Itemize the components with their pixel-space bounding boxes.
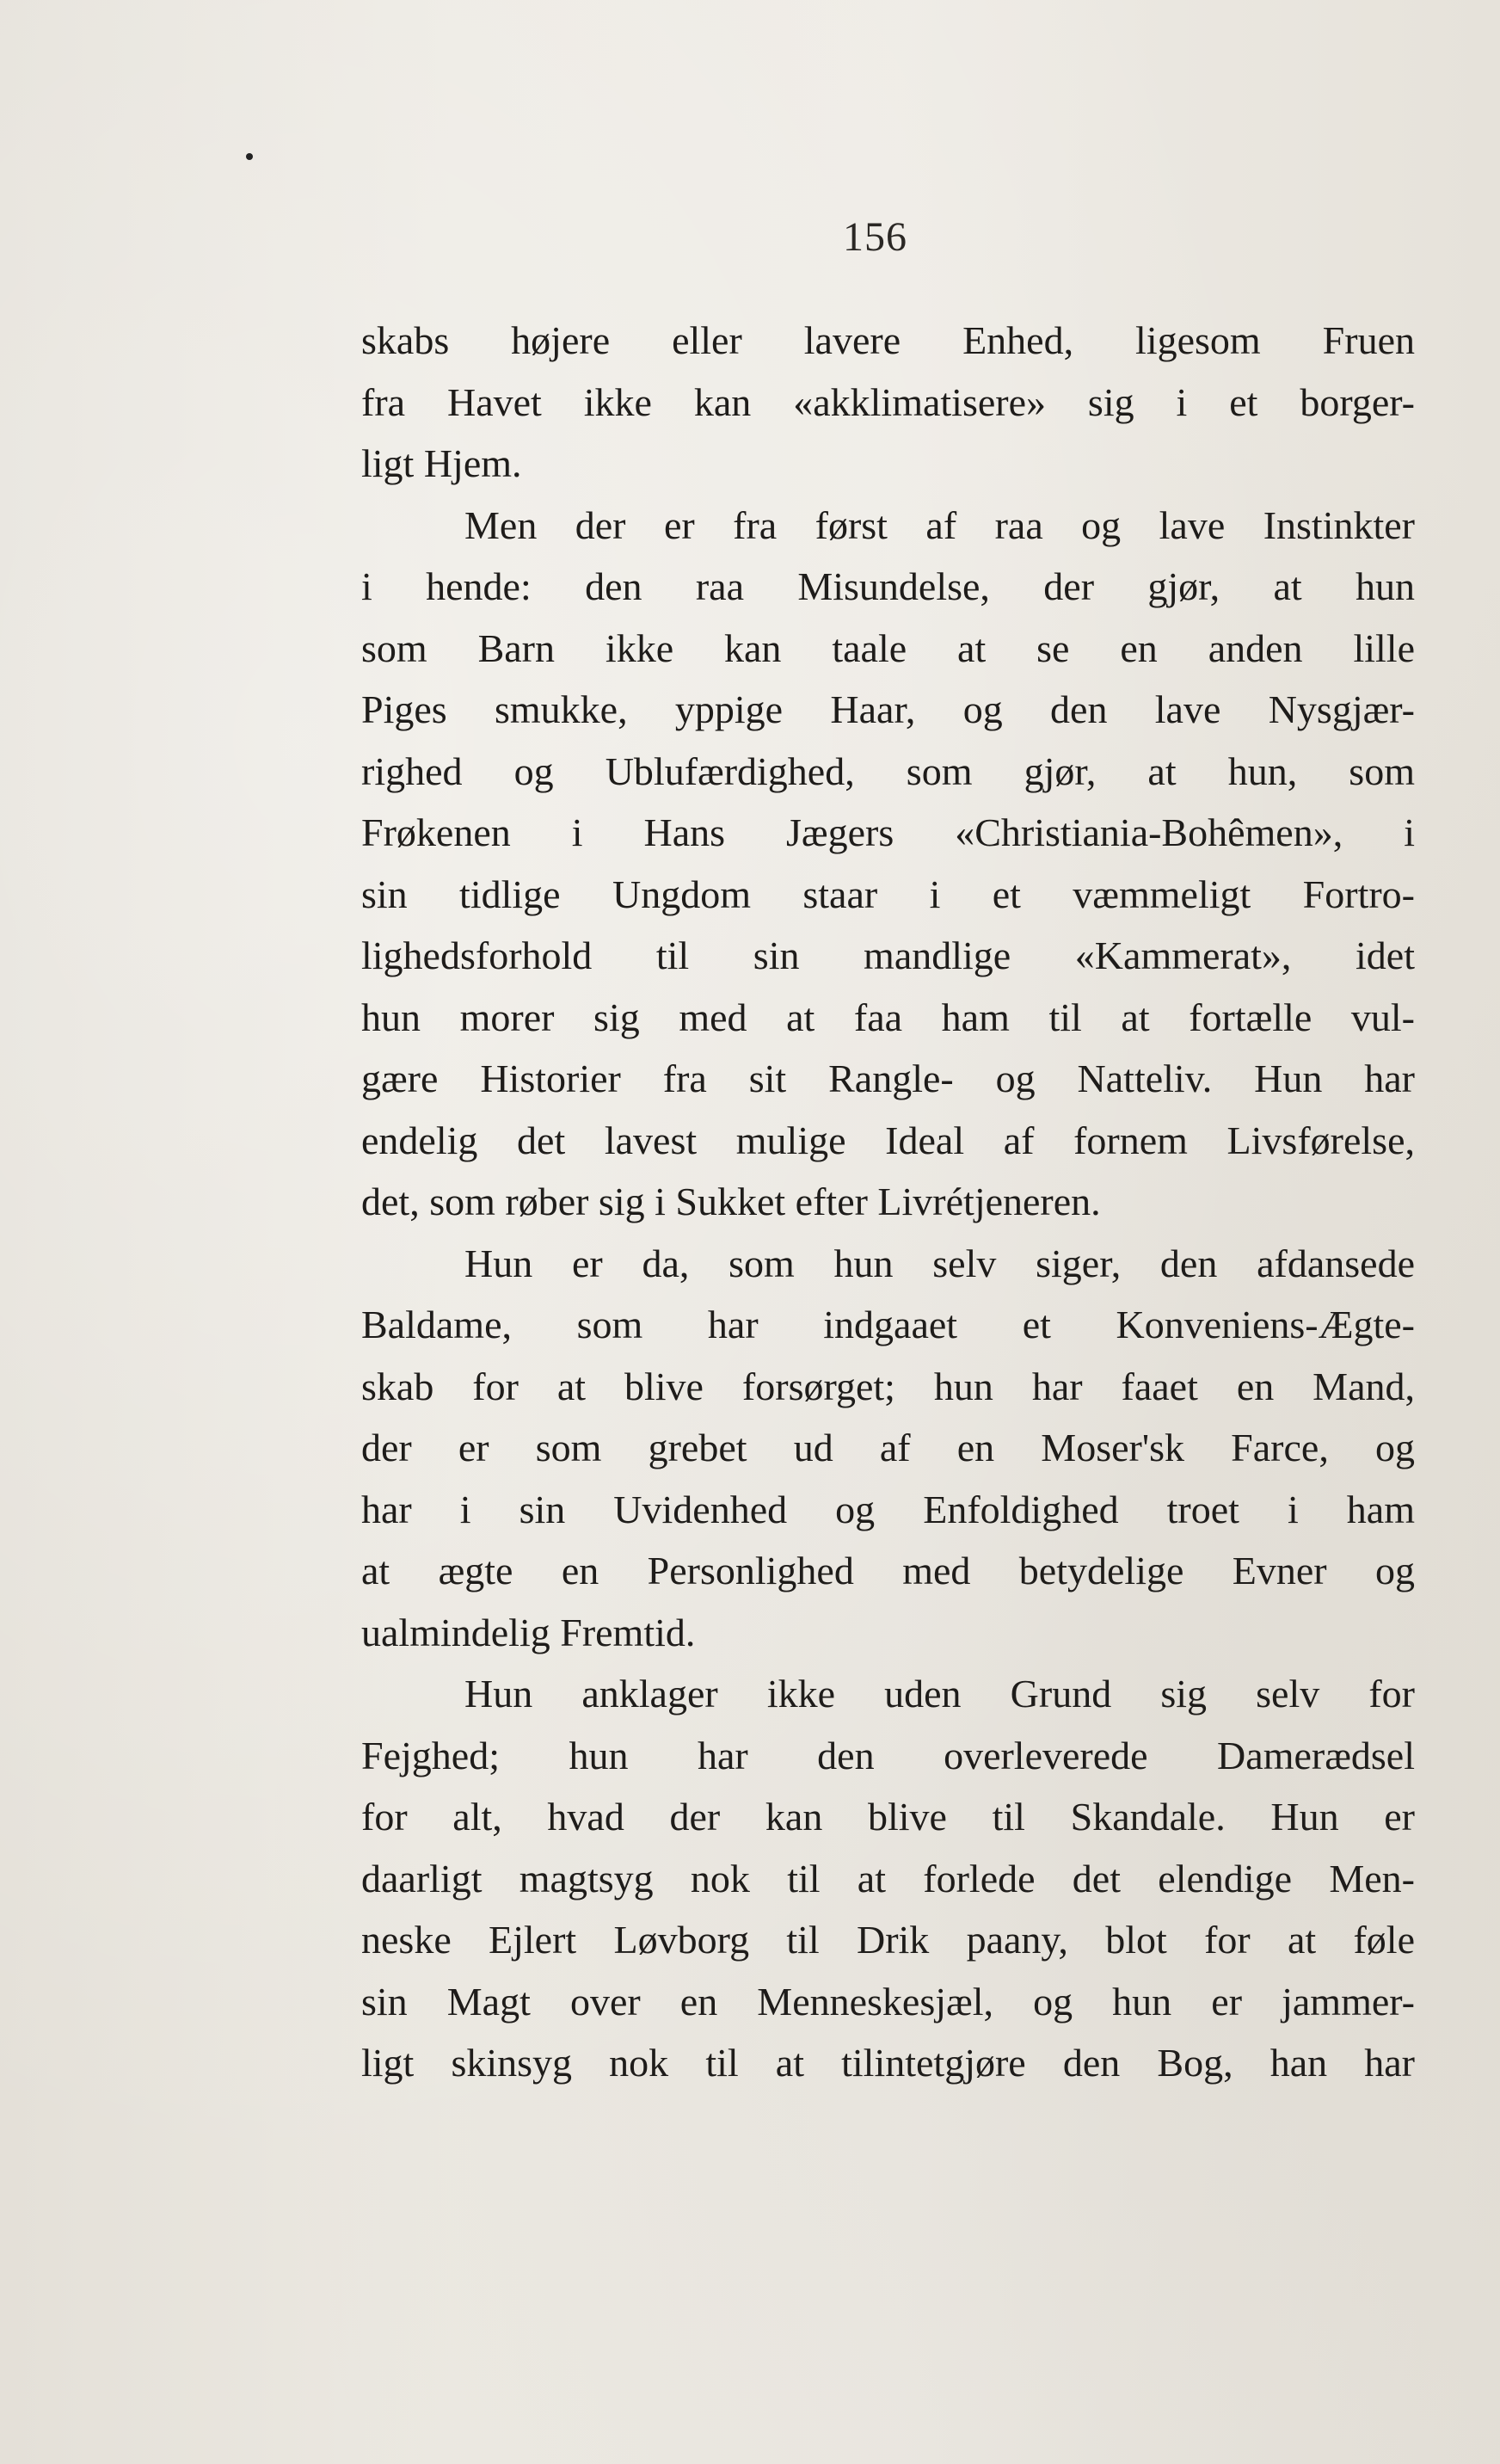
text-line: endelig det lavest mulige Ideal af fornem Livsførelse, <box>361 1118 1415 1162</box>
text-line: for alt, hvad der kan blive til Skandale. Hun er <box>361 1795 1415 1839</box>
text-line: gære Historier fra sit Rangle- og Natteliv. Hun har <box>361 1056 1415 1100</box>
text-line: sin Magt over en Menneskesjæl, og hun er jammer- <box>361 1979 1415 2024</box>
text-line: at ægte en Personlighed med betydelige Evner og <box>361 1549 1415 1592</box>
text-line: det, som røber sig i Sukket efter Livrétjeneren. <box>361 1180 1101 1223</box>
text-line: som Barn ikke kan taale at se en anden lille <box>361 625 1415 670</box>
page-number: 156 <box>843 214 907 260</box>
text-line: Piges smukke, yppige Haar, og den lave Nysgjær- <box>361 687 1415 731</box>
text-line: lighedsforhold til sin mandlige «Kammerat», idet <box>361 933 1415 977</box>
text-line: sin tidlige Ungdom staar i et væmmeligt Fortro- <box>361 872 1415 916</box>
text-line: ualmindelig Fremtid. <box>361 1610 696 1654</box>
text-line: daarligt magtsyg nok til at forlede det elendige Men- <box>361 1856 1415 1900</box>
text-line: ligt skinsyg nok til at tilintetgjøre den Bog, han har <box>361 2041 1415 2085</box>
text-line: righed og Ublufærdighed, som gjør, at hun, som <box>361 748 1415 793</box>
body-text <box>361 310 1415 2094</box>
text-line: neske Ejlert Løvborg til Drik paany, blot for at føle <box>361 1918 1415 1962</box>
text-line: ligt Hjem. <box>361 441 522 485</box>
text-line: Hun er da, som hun selv siger, den afdansede <box>464 1241 1415 1285</box>
text-line: Baldame, som har indgaaet et Konveniens-Ægte- <box>361 1303 1415 1346</box>
text-line: fra Havet ikke kan «akklimatisere» sig i et borger- <box>361 379 1415 424</box>
text-line: har i sin Uvidenhed og Enfoldighed troet i ham <box>361 1487 1415 1531</box>
text-line: Fejghed; hun har den overleverede Damerædsel <box>361 1733 1415 1777</box>
text-line: Men der er fra først af raa og lave Instinkter <box>464 502 1415 547</box>
text-line: der er som grebet ud af en Moser'sk Farce, og <box>361 1426 1415 1469</box>
text-line: Frøkenen i Hans Jægers «Christiania-Bohêmen», i <box>361 810 1415 854</box>
text-line: skab for at blive forsørget; hun har faaet en Mand, <box>361 1364 1415 1408</box>
text-line: hun morer sig med at faa ham til at fortælle vul- <box>361 995 1415 1039</box>
ink-speck <box>246 153 253 160</box>
text-line: i hende: den raa Misundelse, der gjør, at hun <box>361 564 1415 608</box>
text-line: Hun anklager ikke uden Grund sig selv for <box>464 1672 1415 1716</box>
text-line: skabs højere eller lavere Enhed, ligesom Fruen <box>361 318 1415 362</box>
